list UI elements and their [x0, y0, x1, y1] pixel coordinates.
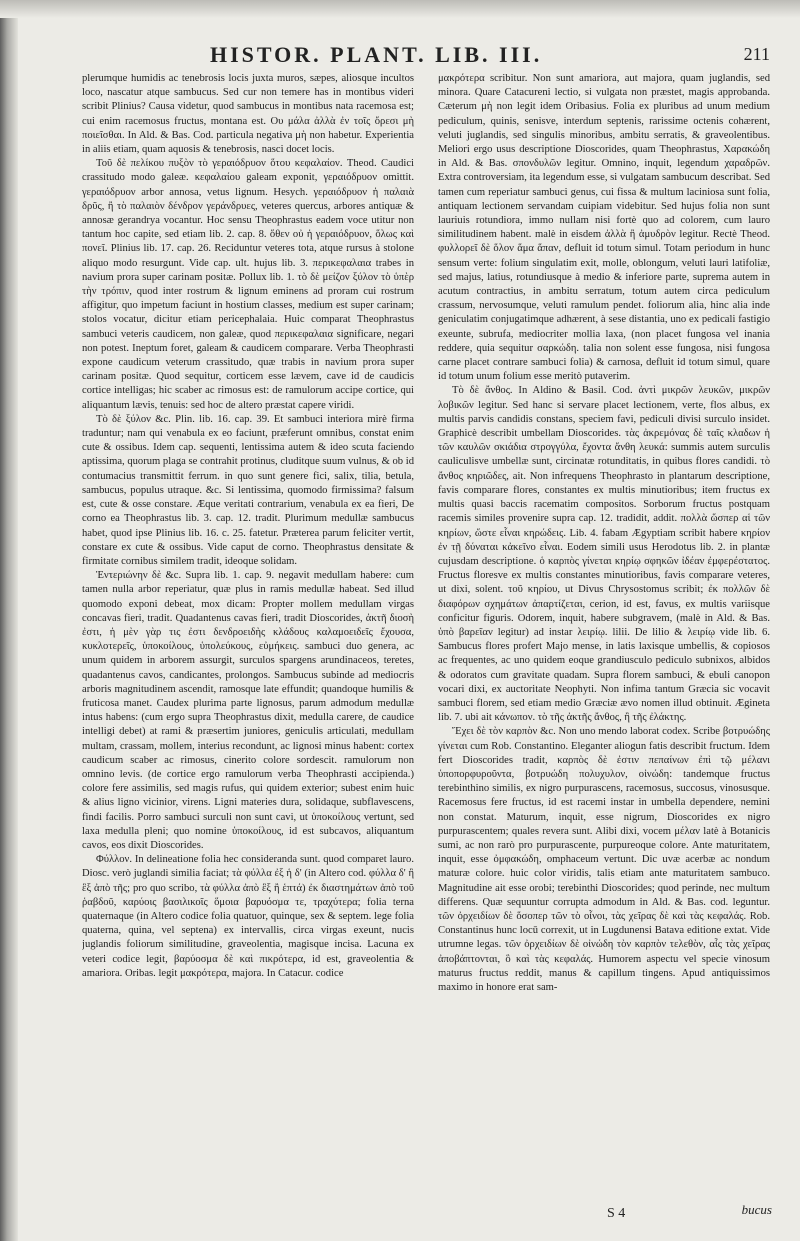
- paragraph: Ἐντεριώνην δὲ &c. Supra lib. 1. cap. 9. negavit medullam habere: cum tamen nulla arbor reperiatur, quæ plus in ramis medullæ habeat. Sed illud quomodo exponi debeat, mox dicam: Propter mollem medullam virgas concavas fieri, tradit. Quadantenus cavas fieri, tradit Dioscorides, ἀκτῆ διοσὴ ἐστι, ἡ μὲν γὰρ τις ἐστι δενδροειδὴς κλάδους καλαμοειδεῖς ἔχουσα, κυκλοτερεῖς, ὑποκοίλους, ὑπολεύκους, εὐμήκεις. sambuci duo genera, ac unum quidem in arborem assurgit, surculos spargens arundinaceos, teretes, quadantenus cavos, candicantes, prolongos. Sambucus subinde ad mediocris arboris magnitudinem ascendit, ramosque late effundit; quandoque humilis & fruticosa manet. Caudex plurima parte lignosus, parum admodum medullæ intus habens: (cum ergo supra Theophrastus dixit, medulla carere, de caudice intelligi debet) at rami & præsertim juniores, geniculis articulati, medullam multam, crassam, mollem, interius recondunt, ac lignosi minus habent: cortex caudicum scaber ac rimosus, cinerito colore sordescit. ramulorum non omnino levis. (de cortice ergo ramulorum verba Theophrasti accipienda.) colore fere assimilis, sed magis rufus, qui quidem exterior; subest enim huic & alius ligno vicinior, virens. Ligni materies dura, solidaque, subflavescens, findi facilis. Porro sambuci surculi non sunt cavi, ut ὑποκοίλους vertunt, sed laxa medulla pleni; quo nomine ὑποκοίλους, id est subcavos, aliquantum cavos, eos dixit Dioscorides.: [82, 570, 414, 851]
- catchword: bucus: [741, 1202, 772, 1217]
- page-header: [80, 42, 770, 70]
- paragraph: Ἔχει δὲ τὸν καρπὸν &c. Non uno mendo laborat codex. Scribe βοτρυώδης γίνεται cum Rob. Constantino. Eleganter aliogun fatis describit fructum. Idem fert Dioscorides tradit, καρπὸς δὲ ἐστιν πεπαίνων ἐπὶ τῷ μέλανι ὑποπορφυροῦντα, βοτρυώδη πολυχυλον, οἰνώδη: tandemque fructus terebinthino similis, ex nigro purpurascens, racemosus, succosus, vinosusque. Racemosus fere fructus, id est racemi instar in umbella dependere, nemini non constat. Maturum, inquit, esse nigrum, Dioscorides ex nigro purpurascentem; quales revera sunt. Alibi dixi, vocem μέλαν latè à Botanicis sumi, ac non rarò pro purpurascente, purpureoque colore. Ante maturitatem, inquit, esse ὀμφακώδη, omphaceum vertunt. Dic uvæ acerbæ ac nondum maturæ colore. huic color viridis, talis etiam ante maturitatem sambuco. Magnitudine ait esse orobi; terebinthi Dioscorides; quod perinde, nec multum differens. Quæ sequuntur corrupta admodum in Ald. & Bas. cod. leguntur. τῶν ὀρχειδίων δὲ ὅσοπερ τῶν τὸ οἶνοι, τὰς χεῖρας δὲ καὶ τὰς κεφαλάς. Rob. Constantinus hunc locū correxit, ut in Lugdunensi Batava editione extat. Vide utrumne legas. τῶν ὀρχειδίων δὲ οἰνώδη τὸν καρπὸν τελεθὸν, αἷς τὰς χεῖρας ἀποβάπτονται, ὃ καὶ τὰς κεφαλάς. Humorem aspectu vel specie vinosum maturus fructus reddit, manus & capillum tingens. Apud antiquissimos maximo in honore erat sam-: [438, 726, 770, 993]
- paragraph: Τοῦ δὲ πελίκου πυξὸν τὸ γεραιόδρυον ὅτου κεφαλαίον. Theod. Caudici crassitudo modo galeæ. κεφαλαίου galeam exponit, γεραιόδρυον omittit. γεραιόδρυον arbor annosa, vetus lignum. Hesych. γεραιόδρυον ἡ παλαιὰ δρῦς, ἢ τὸ παλαιὸν δένδρον γεράνδρυες, veteres quercus, arbores antiquæ & annosæ gerandrya vocantur. Hoc sensu Theophrastus eadem voce utitur non tantum hoc capite, sed etiam lib. 2. cap. 8. ὅθεν οὐ ἡ γεραιόδρυον, ὅλως καὶ πονεῖ. Plinius lib. 17. cap. 26. Reciduntur veteres tota, atque rursus à stolone aliquo modo resurgunt. Vide cap. ult. hujus lib. 3. περικεφαλαια trabes in navium prora super carinam positæ. Pollux lib. 1. τὸ δὲ μείζον ξύλον τὸ ὑπὲρ τὴν τρόπιν, quod inter rostrum & lignum eminens ad proram cui rostrum affigitur, quo impetum faciunt in hostium classes, medium est super carinam; stolos vocatur, dicitur etiam pericephalaia. Huic comparat Theophrastus sambuci veteris caudicem, non galeæ, quod περικεφαλαια significare, negari non potest. Ineptum foret, galeam & caudicem comparare. Verba Theophrasti expone caudicum veterum crassitudo, quæ trabis in navium prora super carinam positæ. Quod sequitur, corticem esse lævem, cave id de caudicis cortice intelligas; hic scaber ac rimosus est: de ramulorum accipe cortice, qui aliquantum lævis, tenuis: sed hoc de altero præstat capere viridi.: [82, 158, 414, 411]
- paragraph: Φύλλον. In delineatione folia hec consideranda sunt. quod comparet lauro. Diosc. verò juglandi similia faciat; τὰ φύλλα ἐξ ἡ δ' (in Altero cod. φύλλα δ' ἢ ἓξ ἀπὸ τῆς; pro quo scribo, τὰ φύλλα ἀπὸ ἓξ ἢ ἑπτά) ἐκ διαστημάτων ἀπὸ τοῦ ῥαβδοῦ, καρύοις βασιλικοῖς ὅμοια βαρυόσμα τε, τραχύτερα; folia terna quaternaque (in Altero codice folia quatuor, quinque, sex & septem. lege folia quaterna, quina, vel septena) ex intervallis, circa virgas exeunt, nucis juglandis foliorum similitudine, graveolentia, magisque incisa. Lacuna ex veteri codice legit, βαρύοσμα δὲ καὶ πικρότερα, id est, graveolentia & amariora. Oribas. legit μακρότερα, majora. In Catacur. codice: [82, 854, 414, 979]
- page-gutter-shadow: [0, 0, 18, 1241]
- text-columns: [82, 72, 772, 1202]
- paragraph: Τὸ δὲ ἄνθος. In Aldino & Basil. Cod. ἀντὶ μικρῶν λευκῶν, μικρῶν λοβικῶν legitur. Sed hanc si servare placet lectionem, verte, flos albus, ex multis parvis candidis constans, speciem favi, pediculi divisi surculo insidet. Graphicè describit umbellam Dioscorides. τὰς ἀκρεμόνας δὲ ταῖς κλαδων ἡ τῶν καυλῶν σκιάδια στρογγύλα, ἔχοντα ἄνθη λευκά: summis autem surculis cauliculisve umbellæ sunt, circinatæ rotunditatis, in quibus flores candidi. τὸ ἄνθος κηριῶδες, ait. Non infrequens Theophrasto in plantarum descriptione, favis comparare flores, constantes ex multis minutioribus; item fructus ex multis quasi baccis racematim compositos. Sorborum fructus postquam racemis similes provenire supra cap. 12. tradidit, addit. πολλὰ ὥσπερ αἱ τῶν κηρίων, ὥστε εἶναι κηρώδεις. Lib. 4. fabam Ægyptiam scribit habere κηρίον ἐν τῇ δύναται κἀκεῖνο εἶναι. Eodem simili usus Herodotus lib. 2. in plantæ cujusdam descriptione. ὁ καρπὸς γίνεται κηρίῳ σφηκῶν ἰδέαν ἐμφερέστατος. Fructus floresve ex multis constantes minutioribus, favis comparare veteres, ut dixi, solent. τοῦ κηρίου, ut Divus Chrysostomus scribit; ἐκ πολλῶν δὲ διαφόρων σχημάτων ἀπαρτίζεται, cerion, id est, favus, ex multis variisque conficitur figuris. Odorem, inquit, habere subgravem, (malè in Ald. & Bas. ὑπὸ βαρεῖαν legitur) ad instar λειρίῳ. lilii. De lilio & λειρίῳ vide lib. 6. Sambucus flores profert Majo mense, in latis laxisque umbellis, & copiosos ac frequentes, ac uno quidem eoque grandiusculo pediculo subnixos, albidos & odoratos cum gravitate quadam. Supra florem sambuci, & ebuli canopon vocari dixi, ex auctoritate Neophyti. Non infima tantum Græcia sic vocavit sambuci florem, sed etiam medio Græciæ ævo nomen illud obtinuit. Ægineta lib. 7. ubi ait κάνωπον. τὸ τῆς ἀκτῆς ἄνθος, ἢ τῆς ἐλάκτης.: [438, 385, 770, 724]
- running-title: HISTOR. PLANT. LIB. III.: [210, 42, 543, 67]
- page-footer: [82, 1202, 772, 1230]
- left-column: [82, 72, 414, 1202]
- paragraph: plerumque humidis ac tenebrosis locis juxta muros, sæpes, aliosque incultos loco, nascatur atque sambucus. Sed cur non temere has in montibus videri scribit Plinius? Causa videtur, quod sambucus in montibus nata racemosa est; cui enim racemosus fructus, montana est. Ου μάλα ἀλλὰ ἐν τοῖς ὄρεσι μὴ ποιεῖσθαι. In Ald. & Bas. Cod. particula negativa μὴ non habetur. Experientia in aliis etiam, quam aquosis & tenebrosis, nasci docet locis.: [82, 73, 414, 156]
- page-top-shadow: [0, 0, 800, 18]
- signature-mark: S 4: [607, 1206, 626, 1221]
- right-column: [438, 72, 770, 1202]
- page-number: 211: [743, 44, 770, 64]
- paragraph: Τὸ δὲ ξύλον &c. Plin. lib. 16. cap. 39. Et sambuci interiora mirè firma traduntur; nam qui venabula ex eo faciunt, præferunt omnibus, constat enim cute & ossibus. Idem cap. sequenti, lentissima autem & ideo scuta faciendo aptissima, quorum plaga se contrahit protinus, cluditque suum vulnus, & ob id contumacius transmittit ferrum. in quo sunt genere fici, salix, tilia, betula, sambucus, populus utraque. &c. Si lentissima, quomodo firmissima? falsum est, cute & osse constare. Æque veritati contrarium, venabula ex ea fieri, De corno ea Theophrastus lib. 3. cap. 12. tradit. Plurimum medullæ sambucus habet, quod ipse Plinius lib. 16. c. 25. fatetur. Præterea parum feliciter vertit, constare ex cute & ossibus. Vide caput de corno. Theophrastus densitate & firmitate cornibus similem tradit, ideoque solidam.: [82, 413, 414, 567]
- paragraph: μακρότερα scribitur. Non sunt amariora, aut majora, quam juglandis, sed minora. Quare Catacureni lectio, si vulgata non præstet, magis approbanda. Cæterum μὴ non legit idem Oribasius. Folia ex pluribus ad unum medium pediculum, quinis, senisve, interdum septenis, rarissime octenis cohærent, veluti juglandis, sed singulis minoribus, ambitu serratis, & graveolentibus. Meliori ergo usus descriptione Dioscorides, quam Theophrastus, Χαρακώδη in Ald. & Bas. σπονδυλῶν legitur. Omnino, inquit, legendum χαραδρῶν. Extra controversiam, ita legendum esse, si vulgatam sambucum describat. Sed tamen cum reperiatur sambuci genus, cui fissa & multum laciniosa sunt folia, antiquam lectionem servandam cuipiam videbitur. Sed hujus folia non sunt lauriuis rotundiora, immo nullam nisi fortè quo ad colorem, cum lauro similitudinem habent. malè in eisdem ἀλλὰ ἢ ἀμυδρὸν legitur. Rectè Theod. φυλλορεῖ δὲ ὅλον ἅμα ἅπαν, defluit id totum simul. Totam periodum in hunc sensum verte: folium singulatim exit, molle, oblongum, veluti lauri latifoliæ, sed majus, latius, rotundiusque à medio & inferiore parte, suprema autem in acutum contractius, in ambitu serratum, totum autem circa pediculum crassum, nervosumque, veluti ramulum pendet. foliorum alia, hinc alia inde geniculatim conjugatimque adhærent, à sese distantia, uno ex pedicali fastigio exeunte, subrufa, mediocriter mollia laxa, (non placet fungosa vel inania reddere, quia sequitur σαρκώδη. talia non solent esse fungosa, nisi fungosa carne placet contrare sambuci folia) & carnosa, defluit id totum simul, quare id totum unum folium esse meritò putaverim.: [438, 73, 770, 383]
